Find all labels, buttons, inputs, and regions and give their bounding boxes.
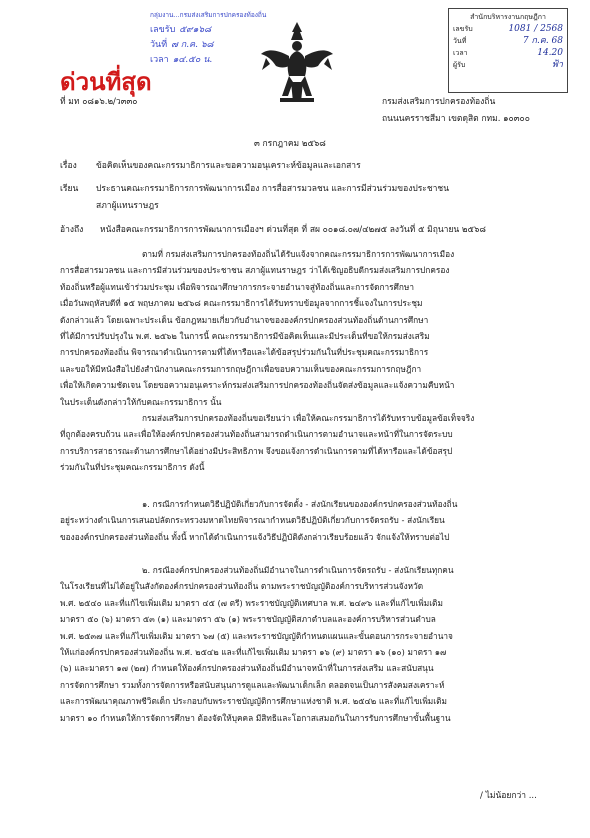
paragraph-line: มาตรา ๕๐ (๖) มาตรา ๕๓ (๑) และมาตรา ๕๖ (๑) พระราชบัญญัติสภาตำบลและองค์การบริหารส่วนตำบล bbox=[60, 614, 436, 625]
paragraph-line: ในประเด็นดังกล่าวให้กับคณะกรรมาธิการ นั้น bbox=[60, 396, 222, 407]
paragraph-line: กรมส่งเสริมการปกครองท้องถิ่นขอเรียนว่า เพื่อให้คณะกรรมาธิการได้รับทราบข้อมูลข้อเท็จจริง bbox=[142, 413, 475, 423]
recipient-line-2: สภาผู้แทนราษฎร bbox=[96, 201, 159, 211]
subject-text: ข้อคิดเห็นของคณะกรรมาธิการและขอความอนุเคราะห์ข้อมูลและเอกสาร bbox=[96, 161, 361, 171]
office-stamp-date-label: วันที่ bbox=[453, 37, 467, 45]
document-number: ที่ มท ๐๘๑๖.๒/ว๓๓๐ bbox=[60, 97, 138, 107]
office-stamp-receiver: ฟ้า bbox=[551, 60, 563, 70]
paragraph-line: ตามที่ กรมส่งเสริมการปกครองท้องถิ่นได้รับแจ้งจากคณะกรรมาธิการการพัฒนาการเมือง bbox=[142, 249, 455, 259]
paragraph-line: ที่ได้มีการปรับปรุงใน พ.ศ. ๒๕๖๒ ในการนี้ คณะกรรมาธิการมีข้อคิดเห็นและมีประเด็นที่ขอให้กรมส่งเสริม bbox=[60, 331, 430, 342]
office-received-stamp bbox=[448, 8, 568, 93]
received-stamp-agency: กลุ่มงาน...กรมส่งเสริมการปกครองท้องถิ่น bbox=[150, 11, 267, 19]
paragraph-line: ร่วมกันในที่ประชุมคณะกรรมาธิการ ดังนี้ bbox=[60, 462, 205, 473]
agency-street: ถนนนครราชสีมา เขตดุสิต กทม. ๑๐๓๐๐ bbox=[382, 114, 530, 124]
paragraph-line: เมื่อวันพฤหัสบดีที่ ๑๕ พฤษภาคม ๒๕๖๘ คณะกรรมาธิการได้รับทราบข้อมูลจากการชี้แจงในการประชุม bbox=[60, 298, 423, 309]
received-stamp-number: ๕๙๑๖๘ bbox=[179, 25, 212, 35]
paragraph-line: อยู่ระหว่างดำเนินการเสนอปลัดกระทรวงมหาดไทยพิจารณากำหนดวิธีปฏิบัติเกี่ยวกับการจัดรถรับ - ส่งนักเรียน bbox=[60, 515, 445, 526]
received-stamp-date: ๗ ก.ค. ๖๘ bbox=[171, 40, 214, 50]
paragraph-line: การปกครองท้องถิ่น พิจารณาดำเนินการตามที่ได้หารือและได้ข้อสรุปร่วมกันในที่ประชุมคณะกรรมาธิการ bbox=[60, 347, 429, 358]
paragraph-line: ๒. กรณีองค์กรปกครองส่วนท้องถิ่นมีอำนาจในการดำเนินการจัดรถรับ - ส่งนักเรียนทุกคน bbox=[142, 565, 454, 575]
paragraph-line: ท้องถิ่นหรือผู้แทนเข้าร่วมประชุม เพื่อพิจารณาศึกษาการกระจายอำนาจสู่ท้องถิ่นและการจัดการศึกษา bbox=[60, 281, 415, 292]
paragraph-line: ๑. กรณีการกำหนดวิธีปฏิบัติเกี่ยวกับการจัดตั้ง - ส่งนักเรียนขององค์กรปกครองส่วนท้องถิ่น bbox=[142, 499, 458, 509]
paragraph-line: ดังกล่าวแล้ว โดยเฉพาะประเด็น ข้อกฎหมายเกี่ยวกับอำนาจขององค์กรปกครองส่วนท้องถิ่นด้านการศึกษา bbox=[60, 314, 429, 325]
urgency-label: ด่วนที่สุด bbox=[60, 67, 152, 96]
received-stamp-number-label: เลขรับ bbox=[150, 25, 176, 35]
paragraph-line: การสื่อสารมวลชน และการมีส่วนร่วมของประชาชน สภาผู้แทนราษฎร ว่าได้เชิญอธิบดีกรมส่งเสริมการปกครอง bbox=[60, 265, 450, 276]
paragraph-line: ที่ถูกต้องครบถ้วน และเพื่อให้องค์กรปกครองส่วนท้องถิ่นสามารถดำเนินการตามอำนาจและหน้าที่ในการจัดระบบ bbox=[60, 429, 453, 440]
paragraph-line: พ.ศ. ๒๕๔๐ และที่แก้ไขเพิ่มเติม มาตรา ๔๕ (๗ ตรี) พระราชบัญญัติเทศบาล พ.ศ. ๒๔๙๖ และที่แก้ไขเพิ่มเติม bbox=[60, 597, 443, 608]
paragraph-line: ในโรงเรียนที่ไม่ได้อยู่ในสังกัดองค์กรปกครองส่วนท้องถิ่น ตามพระราชบัญญัติองค์การบริหารส่วนจังหวัด bbox=[60, 581, 424, 592]
agency-name: กรมส่งเสริมการปกครองท้องถิ่น bbox=[382, 97, 496, 107]
continued-marker: / ไม่น้อยกว่า ... bbox=[480, 791, 537, 801]
item-1 bbox=[60, 496, 457, 545]
agency-address bbox=[382, 94, 530, 128]
paragraph-line: การจัดการศึกษา รวมทั้งการจัดการหรือสนับสนุนการดูแลและพัฒนาเด็กเล็ก ตลอดจนเป็นการสังคมสงเคราะห์ bbox=[60, 679, 445, 690]
paragraph-line: พ.ศ. ๒๕๓๗ และที่แก้ไขเพิ่มเติม มาตรา ๖๗ (๕) และพระราชบัญญัติกำหนดแผนและขั้นตอนการกระจายอำนาจ bbox=[60, 630, 453, 641]
office-stamp-number: 1081 / 2568 bbox=[508, 24, 563, 34]
paragraph-line: การบริการสาธารณะด้านการศึกษาได้อย่างมีประสิทธิภาพ จึงขอแจ้งการดำเนินการตามที่ได้หารือและได้ข้อสรุป bbox=[60, 445, 453, 456]
office-stamp-date: 7 ก.ค. 68 bbox=[522, 36, 563, 46]
item-2 bbox=[60, 562, 454, 726]
received-stamp-time: ๑๔.๕๐ น. bbox=[172, 55, 213, 65]
paragraph-line: ให้แก่องค์กรปกครองส่วนท้องถิ่น พ.ศ. ๒๕๔๒ และที่แก้ไขเพิ่มเติม มาตรา ๑๖ (๙) มาตรา ๑๖ (๑๐) มาตรา ๑๗ bbox=[60, 647, 447, 658]
paragraph-line: เพื่อให้เกิดความชัดเจน โดยขอความอนุเคราะห์กรมส่งเสริมการปกครองท้องถิ่นจัดส่งข้อมูลและแจ้งความคืบหน้า bbox=[60, 380, 455, 391]
reference-label: อ้างถึง bbox=[60, 225, 84, 235]
recipient-label: เรียน bbox=[60, 184, 79, 194]
received-stamp-date-label: วันที่ bbox=[150, 40, 168, 50]
recipient-line-1: ประธานคณะกรรมาธิการการพัฒนาการเมือง การสื่อสารมวลชน และการมีส่วนร่วมของประชาชน bbox=[96, 184, 449, 194]
received-stamp bbox=[150, 8, 267, 68]
office-stamp-agency: สำนักบริหารงานกฤษฎีกา bbox=[470, 13, 546, 21]
office-stamp-number-label: เลขรับ bbox=[453, 25, 473, 33]
paragraph-line: ขององค์กรปกครองส่วนท้องถิ่น ทั้งนี้ หากได้ดำเนินการแจ้งวิธีปฏิบัติดังกล่าวเรียบร้อยแล้ว จักแจ้งให้ทราบต่อไป bbox=[60, 531, 450, 542]
paragraph-line: และขอให้มีหนังสือไปยังสำนักงานคณะกรรมการกฤษฎีกาเพื่อขอบความเห็นของคณะกรรมการกฤษฎีกา bbox=[60, 363, 422, 374]
paragraph-line: และการพัฒนาคุณภาพชีวิตเด็ก ประกอบกับพระราชบัญญัติการศึกษาแห่งชาติ พ.ศ. ๒๕๔๒ และที่แก้ไขเพิ่มเติม bbox=[60, 696, 447, 707]
reference-text: หนังสือคณะกรรมาธิการการพัฒนาการเมืองฯ ด่วนที่สุด ที่ สผ ๐๐๑๘.๐๗/๔๒๗๕ ลงวันที่ ๕ มิถุนายน ๒๕๖๘ bbox=[100, 225, 486, 235]
subject-label: เรื่อง bbox=[60, 161, 77, 171]
office-stamp-time-label: เวลา bbox=[453, 49, 468, 57]
office-stamp-time: 14.20 bbox=[537, 48, 563, 58]
document-date: ๓ กรกฎาคม ๒๕๖๘ bbox=[254, 139, 326, 149]
paragraph-line: มาตรา ๑๐ กำหนดให้การจัดการศึกษา ต้องจัดให้บุคคล มีสิทธิและโอกาสเสมอกันในการรับการศึกษาขั้นพื้นฐาน bbox=[60, 712, 451, 723]
paragraph-background bbox=[60, 246, 454, 410]
paragraph-response bbox=[60, 410, 474, 476]
received-stamp-time-label: เวลา bbox=[150, 55, 169, 65]
paragraph-line: (๖) และมาตรา ๑๗ (๒๗) กำหนดให้องค์กรปกครองส่วนท้องถิ่นมีอำนาจหน้าที่ในการส่งเสริม และสนับสนุน bbox=[60, 663, 434, 674]
office-stamp-receiver-label: ผู้รับ bbox=[453, 61, 466, 69]
garuda-emblem-icon bbox=[258, 18, 336, 108]
